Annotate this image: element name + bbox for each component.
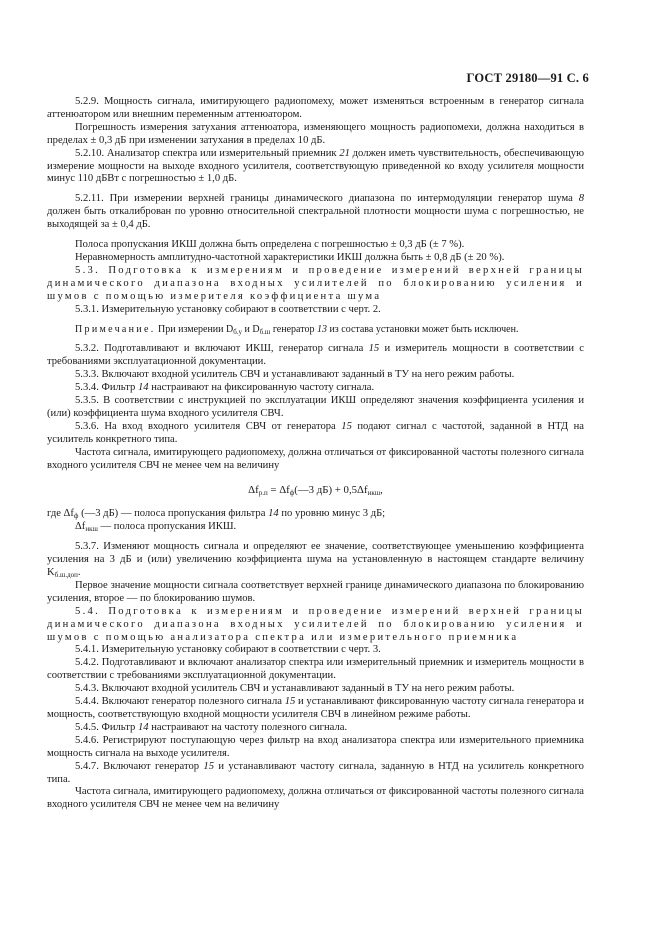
paragraph: 5.4.7. Включают генератор 15 и устанавливают частоту сигнала, заданную в НТД на усилитель конкретного типа. — [47, 760, 584, 785]
document-body — [47, 96, 584, 812]
formula: $\Delta f_{р.п}$ = $\Delta f_ф(—3$ $дБ) + 0,5\Delta f_{икш}$, — [248, 484, 383, 498]
formula-legend: $\Delta f_{икш}$ — полоса пропускания ИКШ. — [75, 521, 237, 534]
paragraph: 5.4.5. Фильтр 14 настраивают на частоту полезного сигнала. — [75, 721, 348, 733]
paragraph: Неравномерность амплитудно-частотной характеристики ИКШ должна быть ± 0,8 дБ (± 20 %). — [75, 251, 505, 263]
section-heading: 5.4. Подготовка к измерениям и проведение измерений верхней границы динамического диапазона входных усилителей по блокированию усиления и шумов с помощью анализатора спектра или измерительного приемника — [47, 605, 584, 643]
page-header: ГОСТ 29180—91 С. 6 — [466, 71, 589, 85]
paragraph: 5.3.4. Фильтр 14 настраивают на фиксированную частоту сигнала. — [75, 382, 375, 394]
paragraph: Частота сигнала, имитирующего радиопомеху, должна отличаться от фиксированной частоты полезного сигнала входного усилителя СВЧ не менее чем на величину — [47, 786, 584, 811]
paragraph: 5.4.3. Включают входной усилитель СВЧ и устанавливают заданный в ТУ на него режим работы. — [75, 683, 515, 695]
paragraph: Частота сигнала, имитирующего радиопомеху, должна отличаться от фиксированной частоты полезного сигнала входного усилителя СВЧ не менее чем на величину — [47, 446, 584, 471]
paragraph: 5.3.6. На вход входного усилителя СВЧ от генератора 15 подают сигнал с частотой, заданной в НТД на усилитель конкретного типа. — [47, 420, 584, 445]
paragraph: Погрешность измерения затухания аттенюатора, изменяющего мощность радиопомехи, должна находиться в пределах ± 0,3 дБ при изменении затухания в пределах 10 дБ. — [47, 121, 584, 146]
paragraph: 5.2.10. Анализатор спектра или измерительный приемник 21 должен иметь чувствительность, обеспечивающую измерение мощности на выходе входного усилителя, соответствующую приведенной ко входу усилителя мощности минус 110 дБВт с погрешностью ± 1,0 дБ. — [47, 147, 585, 185]
paragraph: 5.3.2. Подготавливают и включают ИКШ, генератор сигнала 15 и измеритель мощности в соответствии с требованиями эксплуатационной документации. — [47, 343, 585, 368]
paragraph: Первое значение мощности сигнала соответствует верхней границе динамического диапазона по блокированию усиления, второе — по блокированию шумов. — [47, 579, 584, 604]
paragraph: 5.3.7. Изменяют мощность сигнала и определяют ее значение, соответствующее уменьшению коэффициента усиления на 3 дБ и (или) увеличению коэффициента шума на установленную в настоящем стандарте величину $K_{б.ш.доп}$. — [47, 541, 584, 579]
paragraph: 5.4.2. Подготавливают и включают анализатор спектра или измерительный приемник и измеритель мощности в соответствии с требованиями эксплуатационной документации. — [47, 657, 584, 682]
paragraph: 5.3.1. Измерительную установку собирают в соответствии с черт. 2. — [75, 303, 381, 315]
paragraph: 5.2.11. При измерении верхней границы динамического диапазона по интермодуляции генератор шума 8 должен быть откалиброван по уровню относительной спектральной плотности мощности шума с погрешностью, не выходящей за ± 0,4 дБ. — [47, 193, 584, 231]
paragraph: 5.4.6. Регистрируют поступающую через фильтр на вход анализатора спектра или измерительного приемника мощность сигнала на выходе усилителя. — [47, 734, 584, 759]
note: Примечание. При измерении $D_{б.у}$ и $D_{б.ш}$ генератор 13 из состава установки может быть исключен. — [75, 323, 519, 336]
paragraph: 5.4.4. Включают генератор полезного сигнала 15 и устанавливают фиксированную частоту сигнала генератора и мощность, соответствующую входной мощности усилителя СВЧ в линейном режиме работы. — [47, 696, 584, 720]
paragraph: Полоса пропускания ИКШ должна быть определена с погрешностью ± 0,3 дБ (± 7 %). — [75, 239, 465, 251]
paragraph: 5.3.3. Включают входной усилитель СВЧ и устанавливают заданный в ТУ на него режим работы. — [75, 369, 515, 381]
section-heading: 5.3. Подготовка к измерениям и проведение измерений верхней границы динамического диапазона входных усилителей по блокированию усиления и шумов с помощью измерителя коэффициента шума — [47, 264, 584, 302]
formula-legend: где $\Delta f_ф$ (—3 дБ) — полоса пропускания фильтра 14 по уровню минус 3 дБ; — [47, 508, 386, 521]
paragraph: 5.4.1. Измерительную установку собирают в соответствии с черт. 3. — [75, 644, 381, 656]
paragraph: 5.3.5. В соответствии с инструкцией по эксплуатации ИКШ определяют значения коэффициента усиления и (или) коэффициента шума входного усилителя СВЧ. — [47, 395, 584, 419]
paragraph: 5.2.9. Мощность сигнала, имитирующего радиопомеху, может изменяться встроенным в генератор сигнала аттенюатором или внешним переменным аттенюатором. — [47, 96, 584, 120]
